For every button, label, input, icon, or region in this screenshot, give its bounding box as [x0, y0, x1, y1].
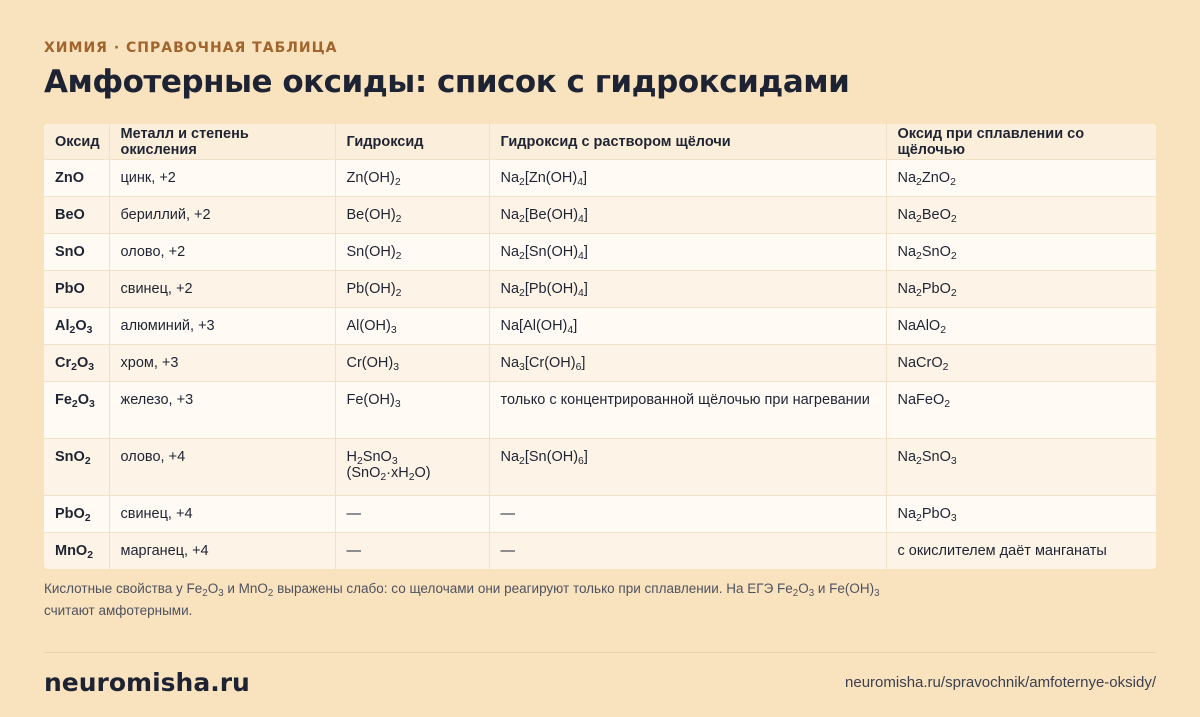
cell-metal: хром, +3	[109, 345, 335, 382]
cell-hydroxide: —	[335, 533, 489, 570]
table-row	[44, 308, 1156, 345]
table-body	[44, 160, 1156, 570]
cell-fusion: $Na_2ZnO_2$	[886, 160, 1156, 197]
cell-alkali-solution: $Na_3[Cr(OH)_6]$	[489, 345, 886, 382]
cell-fusion: NaFeO$_2$	[886, 382, 1156, 439]
cell-fusion: $Na_2PbO_2$	[886, 271, 1156, 308]
table-header	[44, 124, 1156, 160]
cell-hydroxide: $Fe(OH)_3$	[335, 382, 489, 439]
column-header-fusion: Оксид при сплавлении со щёлочью	[886, 124, 1156, 160]
column-header-metal: Металл и степень окисления	[109, 124, 335, 160]
cell-hydroxide: $Zn(OH)_2$	[335, 160, 489, 197]
table-row	[44, 345, 1156, 382]
table-row	[44, 197, 1156, 234]
cell-hydroxide: $Cr(OH)_3$	[335, 345, 489, 382]
cell-alkali-solution: $Na_2[Be(OH)_4]$	[489, 197, 886, 234]
cell-metal: свинец, +2	[109, 271, 335, 308]
cell-metal: цинк, +2	[109, 160, 335, 197]
oxides-table-container	[44, 124, 1156, 569]
cell-hydroxide: $H_2SnO_3$ $(SnO_2\cdot xH_2O)$	[335, 439, 489, 496]
table-row	[44, 382, 1156, 439]
cell-metal: олово, +2	[109, 234, 335, 271]
cell-metal: алюминий, +3	[109, 308, 335, 345]
cell-hydroxide: —	[335, 496, 489, 533]
footnote: Кислотные свойства у $Fe_2O_3$ и MnO$_2$ выражены слабо: со щелочами они реагируют только при сплавлении. На ЕГЭ $Fe_2O_3$ и $Fe(OH)_3$ считают амфотерными.	[44, 581, 880, 618]
cell-metal: олово, +4	[109, 439, 335, 496]
cell-fusion: $Na_2BeO_2$	[886, 197, 1156, 234]
cell-oxide: PbO	[44, 271, 109, 308]
column-header-alkali-solution: Гидроксид с раствором щёлочи	[489, 124, 886, 160]
cell-fusion: с окислителем даёт манганаты	[886, 533, 1156, 570]
cell-alkali-solution: —	[489, 496, 886, 533]
cell-fusion: NaCrO$_2$	[886, 345, 1156, 382]
table-row	[44, 271, 1156, 308]
cell-alkali-solution: $Na_2[Pb(OH)_4]$	[489, 271, 886, 308]
cell-metal: марганец, +4	[109, 533, 335, 570]
eyebrow-label: ХИМИЯ · СПРАВОЧНАЯ ТАБЛИЦА	[44, 40, 338, 56]
table-header-row	[44, 124, 1156, 160]
cell-fusion: NaAlO$_2$	[886, 308, 1156, 345]
cell-oxide: ZnO	[44, 160, 109, 197]
oxides-table	[44, 124, 1156, 569]
page-title: Амфотерные оксиды: список с гидроксидами	[44, 64, 850, 100]
cell-alkali-solution: —	[489, 533, 886, 570]
table-row	[44, 160, 1156, 197]
cell-metal: свинец, +4	[109, 496, 335, 533]
cell-alkali-solution: только с концентрированной щёлочью при нагревании	[489, 382, 886, 439]
table-row	[44, 496, 1156, 533]
cell-hydroxide: $Pb(OH)_2$	[335, 271, 489, 308]
cell-metal: железо, +3	[109, 382, 335, 439]
table-row	[44, 234, 1156, 271]
cell-fusion: $Na_2PbO_3$	[886, 496, 1156, 533]
cell-metal: бериллий, +2	[109, 197, 335, 234]
column-header-hydroxide: Гидроксид	[335, 124, 489, 160]
cell-alkali-solution: $Na_2[Zn(OH)_4]$	[489, 160, 886, 197]
footer-divider	[44, 652, 1156, 653]
cell-oxide: MnO$_2$	[44, 533, 109, 570]
table-row	[44, 439, 1156, 496]
cell-hydroxide: $Al(OH)_3$	[335, 308, 489, 345]
cell-oxide: PbO$_2$	[44, 496, 109, 533]
cell-alkali-solution: $Na_2[Sn(OH)_6]$	[489, 439, 886, 496]
cell-oxide: SnO	[44, 234, 109, 271]
cell-fusion: $Na_2SnO_3$	[886, 439, 1156, 496]
column-header-oxide: Оксид	[44, 124, 109, 160]
cell-oxide: $Fe_2O_3$	[44, 382, 109, 439]
cell-oxide: BeO	[44, 197, 109, 234]
cell-alkali-solution: $Na[Al(OH)_4]$	[489, 308, 886, 345]
brand-logo[interactable]: neuromisha.ru	[44, 668, 250, 697]
cell-fusion: $Na_2SnO_2$	[886, 234, 1156, 271]
cell-oxide: $Al_2O_3$	[44, 308, 109, 345]
cell-hydroxide: $Sn(OH)_2$	[335, 234, 489, 271]
page-url[interactable]: neuromisha.ru/spravochnik/amfoternye-oksidy/	[845, 674, 1156, 691]
cell-oxide: $Cr_2O_3$	[44, 345, 109, 382]
table-row	[44, 533, 1156, 570]
cell-alkali-solution: $Na_2[Sn(OH)_4]$	[489, 234, 886, 271]
cell-oxide: SnO$_2$	[44, 439, 109, 496]
cell-hydroxide: $Be(OH)_2$	[335, 197, 489, 234]
